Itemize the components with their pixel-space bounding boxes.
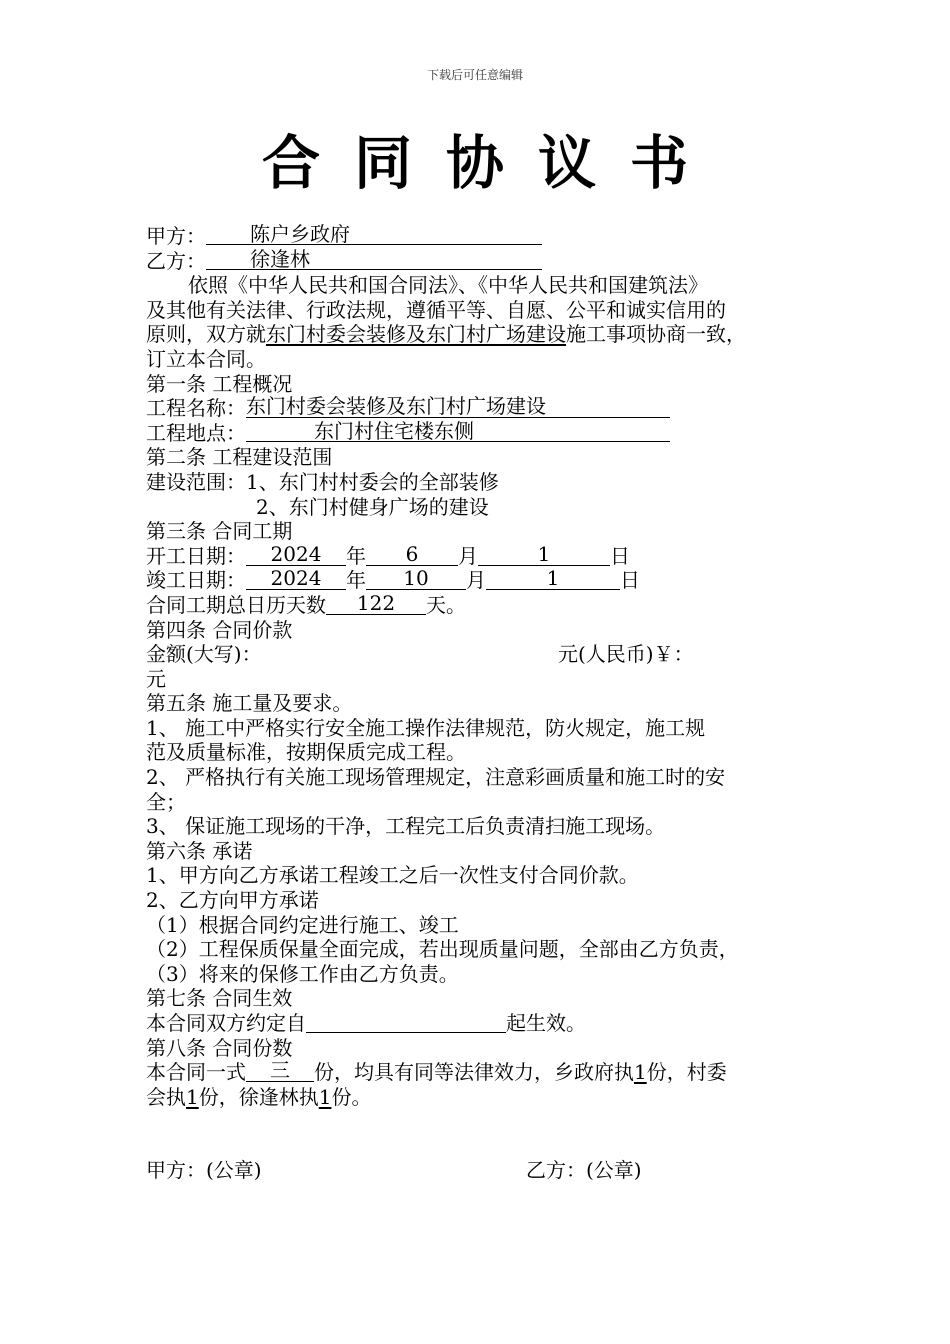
day-unit: 日: [610, 543, 630, 568]
total-days-value: 122: [326, 593, 426, 615]
party-a-label: 甲方：: [146, 224, 206, 248]
effective-post: 起生效。: [506, 1011, 586, 1035]
preamble-post: 施工事项协商一致，: [566, 322, 746, 347]
preamble-project-name: 东门村委会装修及东门村广场建设: [266, 322, 566, 347]
project-location-label: 工程地点：: [146, 420, 246, 445]
commitment-1: 1、甲方向乙方承诺工程竣工之后一次性支付合同价款。: [146, 863, 639, 888]
start-date-line: [146, 541, 808, 569]
copies-line-2-post: 份。: [331, 1084, 372, 1109]
party-b-seal: 乙方：(公章): [526, 1158, 642, 1183]
commitment-2-sub-3: （3）将来的保修工作由乙方负责。: [146, 961, 459, 986]
requirement-3: 3、 保证施工现场的干净，工程完工后负责清扫施工现场。: [146, 814, 666, 839]
requirement-1-line-2: 范及质量标准，按期保质完成工程。: [146, 740, 466, 765]
amount-yuan: 元: [146, 666, 166, 691]
article-5-heading: 第五条 施工量及要求。: [146, 691, 353, 716]
project-location-line: [146, 418, 808, 446]
total-days-label: 合同工期总日历天数: [146, 592, 326, 617]
effective-line: [146, 1011, 808, 1036]
party-b-value: 徐逢林: [206, 249, 542, 270]
project-name-label: 工程名称：: [146, 396, 246, 421]
copies-line-2: [146, 1085, 808, 1110]
gov-copies: 1: [634, 1060, 647, 1085]
project-location-value: 东门村住宅楼东侧: [246, 421, 670, 442]
party-b-label: 乙方：: [146, 248, 206, 273]
requirement-2-line-1: 2、 严格执行有关施工现场管理规定，注意彩画质量和施工时的安: [146, 765, 726, 790]
commitment-2-sub-2: （2）工程保质保量全面完成，若出现质量问题，全部由乙方负责，: [146, 937, 739, 962]
scope-item-1: 1、东门村村委会的全部装修: [246, 469, 499, 494]
document-title: 合同协议书: [261, 129, 722, 197]
start-date-label: 开工日期：: [146, 543, 246, 568]
copies-line-2-pre: 会执: [146, 1084, 186, 1109]
year-unit: 年: [346, 568, 366, 593]
commitment-2: 2、乙方向甲方承诺: [146, 888, 319, 913]
preamble-pre: 原则，双方就: [146, 322, 266, 347]
party-a-line: [146, 224, 808, 249]
article-7-heading: 第七条 合同生效: [146, 986, 293, 1011]
total-days-unit: 天。: [426, 592, 466, 617]
article-2-heading: 第二条 工程建设范围: [146, 445, 333, 470]
project-name-line: [146, 396, 808, 421]
rmb-label: 元(人民币)￥：: [558, 642, 694, 667]
start-month: 6: [366, 544, 458, 566]
copies-line-1: [146, 1060, 808, 1085]
copies-mid-2: 份，村委: [646, 1060, 727, 1085]
amount-label: 金额(大写)：: [146, 642, 262, 667]
preamble-line-4: 订立本合同。: [146, 346, 266, 371]
preamble-line-1: 依照《中华人民共和国合同法》、《中华人民共和国建筑法》: [188, 273, 708, 298]
project-name-value: 东门村委会装修及东门村广场建设: [246, 396, 670, 418]
party-a-seal: 甲方：(公章): [146, 1158, 262, 1183]
party-b-line: [146, 246, 808, 274]
party-a-value: 陈户乡政府: [206, 224, 542, 245]
article-8-heading: 第八条 合同份数: [146, 1035, 293, 1060]
month-unit: 月: [458, 543, 478, 568]
article-6-heading: 第六条 承诺: [146, 838, 253, 863]
contract-body: [146, 224, 808, 1183]
signature-row: [146, 1158, 808, 1183]
requirement-2-line-2: 全；: [146, 789, 186, 814]
effective-pre: 本合同双方约定自: [146, 1011, 306, 1035]
scope-label: 建设范围：: [146, 469, 246, 494]
commitment-2-sub-1: （1）根据合同约定进行施工、竣工: [146, 912, 459, 937]
start-year: 2024: [246, 544, 346, 566]
year-unit: 年: [346, 543, 366, 568]
end-date-line: [146, 568, 808, 593]
article-1-heading: 第一条 工程概况: [146, 371, 293, 396]
preamble-line-2: 及其他有关法律、行政法规，遵循平等、自愿、公平和诚实信用的: [146, 297, 726, 322]
total-days-line: [146, 590, 808, 618]
end-day: 1: [486, 568, 620, 590]
article-4-heading: 第四条 合同价款: [146, 617, 293, 642]
copies-mid: 份，均具有同等法律效力，乡政府执: [314, 1060, 634, 1085]
header-note: 下载后可任意编辑: [426, 68, 523, 82]
amount-line: [146, 642, 808, 667]
village-copies: 1: [186, 1084, 199, 1109]
day-unit: 日: [620, 568, 640, 593]
article-3-heading: 第三条 合同工期: [146, 519, 293, 544]
copies-pre: 本合同一式: [146, 1060, 246, 1085]
requirement-1-line-1: 1、 施工中严格实行安全施工操作法律规范，防火规定，施工规: [146, 715, 706, 740]
preamble-line-3: [146, 322, 808, 347]
copies-line-2-mid: 份，徐逢林执: [198, 1084, 319, 1109]
end-year: 2024: [246, 568, 346, 590]
signature-spacer: [146, 1109, 808, 1158]
effective-date-blank: [306, 1011, 506, 1033]
end-date-label: 竣工日期：: [146, 568, 246, 593]
end-month: 10: [366, 568, 466, 590]
copies-count: 三: [246, 1060, 314, 1082]
xu-copies: 1: [318, 1084, 332, 1109]
month-unit: 月: [466, 568, 486, 593]
scope-line-1: [146, 470, 808, 495]
start-day: 1: [478, 544, 610, 566]
scope-item-2: 2、东门村健身广场的建设: [256, 494, 489, 519]
